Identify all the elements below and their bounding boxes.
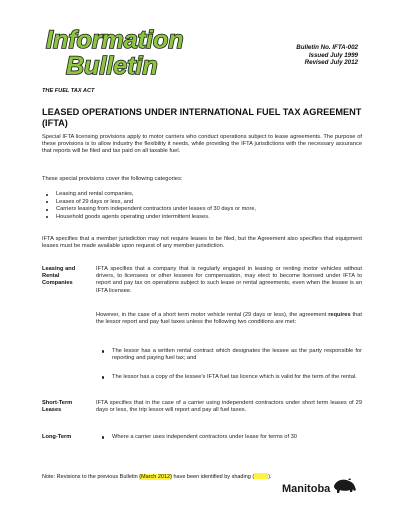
categories-intro: These special provisions cover the following categories: (42, 176, 183, 182)
highlighted-date: (March 2012) (139, 474, 172, 480)
list-item: Household goods agents operating under intermittent leases. (42, 214, 362, 222)
information-bulletin-logo (44, 24, 194, 80)
bullet-icon (102, 436, 104, 438)
section-text-leasing: IFTA specifies that a company that is regularly engaged in leasing or renting motor vehicles without drivers, to licensees or other lessees for compensation, may elect to become licensed under IFTA to report and pay tax on operations subject to such lease or rental agreements, even when the lessee is an IFTA licensee. (96, 266, 362, 294)
bullet-icon (102, 376, 104, 378)
categories-list (42, 191, 362, 221)
ifta-paragraph: IFTA specifies that a member jurisdiction may not require leases to be filed, but the Agreement also specifies that equipment leases must be made available upon request of any member jurisdiction. (42, 236, 362, 250)
list-item: Carriers leasing from independent contractors under leases of 30 days or more, (42, 206, 362, 214)
issued-date: Issued July 1999 (308, 51, 358, 59)
bullet-icon (46, 194, 48, 196)
manitoba-logo (282, 474, 358, 502)
section-text-leasing-2: However, in the case of a short term motor vehicle rental (29 days or less), the agreement requires that the lessor report and pay fuel taxes unless the following two conditions are met: (96, 312, 362, 326)
bulletin-meta (296, 44, 358, 67)
emphasis-requires: requires (328, 312, 351, 318)
bullet-icon (46, 216, 48, 218)
logo-line-2: Bulletin (66, 52, 158, 80)
section-label-long-term: Long-Term (42, 434, 72, 440)
bullet-icon (46, 209, 48, 211)
list-item: Leasing and rental companies, (42, 191, 362, 199)
revision-note: Note: Revisions to the previous Bulletin (March 2012) have been identified by shading ( ). (42, 474, 272, 480)
logo-line-1: Information (46, 26, 184, 54)
section-label-leasing: Leasing and Rental Companies (42, 266, 76, 287)
intro-paragraph: Special IFTA licensing provisions apply to motor carriers who conduct operations subject to lease agreements. The purpose of these provisions is to allow industry the flexibility it needs, while providing the IFTA jurisdictions with the necessary assurance that reports will be filed and tax paid on all taxable fuel. (42, 134, 362, 155)
bullet-icon (102, 350, 104, 352)
section-label-short-term: Short-Term Leases (42, 400, 73, 414)
bullet-icon (46, 201, 48, 203)
manitoba-wordmark: Manitoba (282, 483, 331, 495)
condition-item: The lessor has a written rental contract which designates the lessee as the party responsible for reporting and paying fuel tax; and (112, 348, 362, 362)
revised-date: Revised July 2012 (304, 59, 358, 67)
bulletin-number: Bulletin No. IFTA-002 (296, 44, 358, 51)
section-text-short-term: IFTA specifies that in the case of a carrier using independent contractors under short term leases of 29 days or less, the trip lessor will report and pay all fuel taxes. (96, 400, 362, 414)
section-text-long-term: Where a carrier uses independent contractors under lease for terms of 30 (112, 434, 362, 441)
act-name: THE FUEL TAX ACT (42, 88, 95, 94)
page-title: LEASED OPERATIONS UNDER INTERNATIONAL FUEL TAX AGREEMENT (IFTA) (42, 107, 362, 128)
condition-item: The lessor has a copy of the lessee's IFTA fuel tax licence which is valid for the term of the rental. (112, 374, 362, 381)
list-item: Leases of 29 days or less, and (42, 199, 362, 207)
bison-icon (334, 478, 356, 493)
shading-sample (254, 473, 268, 479)
